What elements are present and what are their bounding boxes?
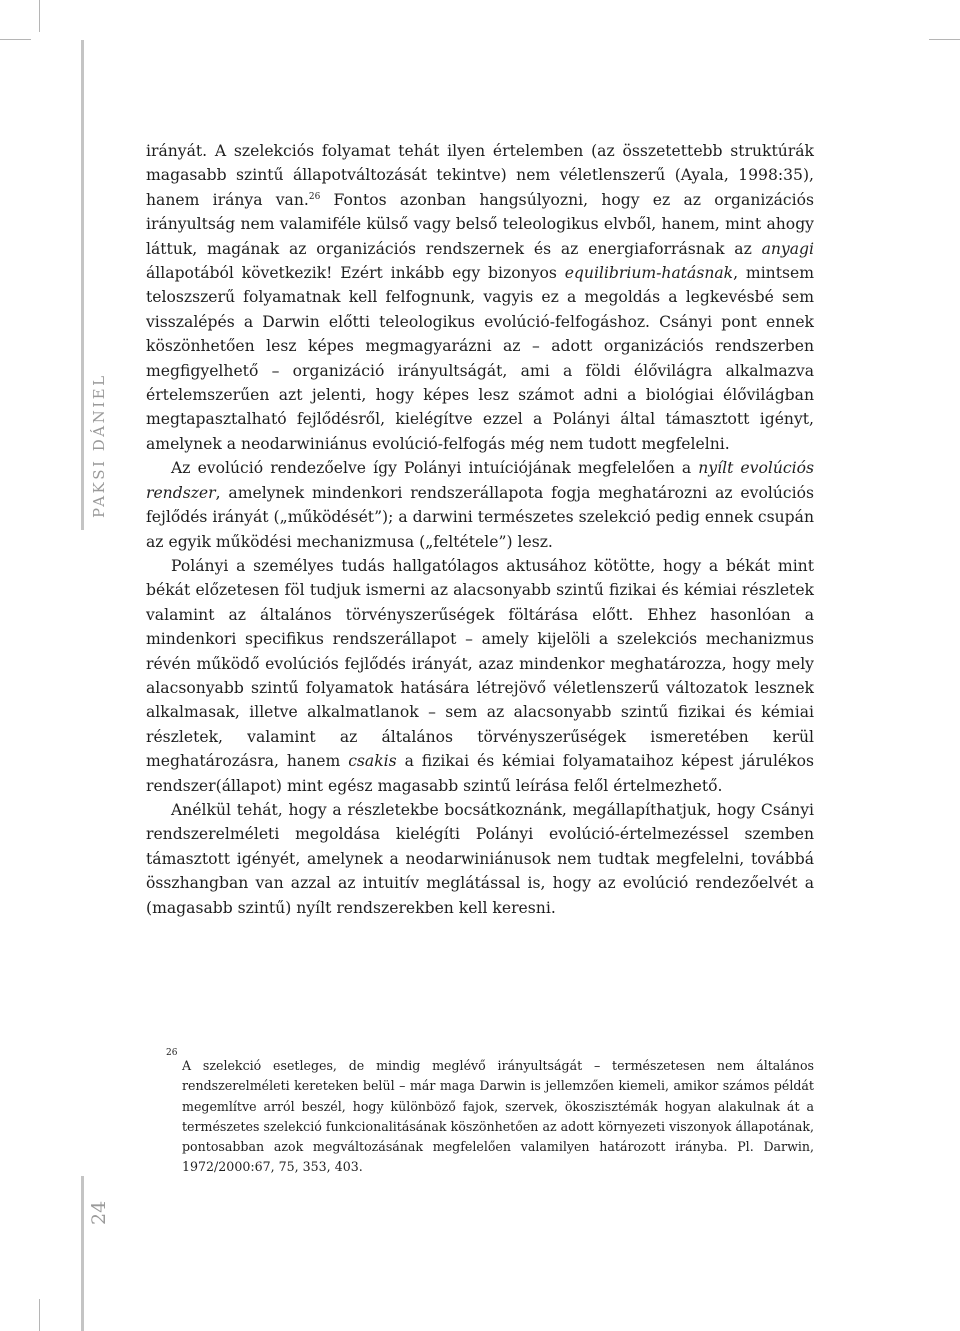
footnote-reference: 26 [308, 191, 321, 202]
italic-term: anyagi [761, 239, 814, 258]
italic-term: csakis [348, 752, 397, 771]
footnote-text: A szelekció esetleges, de mindig meglévő irányultságát – természetesen nem általános rendszerelméleti kereteken belül – már maga Darwin is jellemzően kiemeli, amikor számos példát megemlítve arról beszél, hogy különböző fajok, szervek, ökoszisztémák hogyan alakulnak át a természetes szelekció funkcionalitásának köszönhetően az adott környezeti viszonyok állapotának, pontosabban azok megváltozásának megfelelően valamilyen határozott irányba. Pl. Darwin, 1972/2000:67, 75, 353, 403. [182, 1058, 814, 1175]
crop-mark-top-left-vertical [39, 0, 40, 32]
body-text [146, 139, 814, 920]
crop-mark-bottom-left-vertical [39, 1299, 40, 1331]
paragraph: irányát. A szelekciós folyamat tehát ilyen értelemben (az összetettebb struktúrák magasabb szintű állapotváltozását tekintve) nem véletlenszerű (Ayala, 1998:35), hanem iránya van.$^{26}$ Fontos azonban hangsúlyozni, hogy ez az organizációs irányultság nem valamiféle külső vagy belső teleologikus elvből, hanem, mint ahogy láttuk, magának az organizációs rendszernek és az energiaforrásnak az anyagi állapotából következik! Ezért inkább egy bizonyos equilibrium-hatásnak, mintsem teloszszerű folyamatnak kell felfognunk, vagyis ez a megoldás a legkevésbé sem visszalépés a Darwin előtti teleologikus evolúció-felfogáshoz. Csányi pont ennek köszönhetően lesz képes megmagyarázni az – adott organizációs rendszerben megfigyelhető – organizáció irányultságát, ami a földi élővilágra alkalmazva értelemszerűen azt jelenti, hogy képes lesz számot adni a biológiai élővilágban megtapasztalható fejlődésről, kielégítve ezzel a Polányi által támasztott igényt, amelynek a neodarwiniánus evolúció-felfogás még nem tudott megfelelni. [146, 142, 815, 453]
paragraph: Az evolúció rendezőelve így Polányi intuíciójának megfelelően a nyílt evolúciós rendszer, amelynek mindenkori rendszerállapota fogja meghatározni az evolúciós fejlődés irányát („működését”); a darwini természetes szelekció pedig ennek csupán az egyik működési mechanizmusa („feltétele”) lesz. [146, 459, 815, 551]
italic-term: equilibrium-hatásnak [564, 264, 734, 283]
italic-term: nyílt evolúciós rendszer [146, 459, 815, 502]
footnote: 26 A szelekció esetleges, de mindig meglévő irányultságát – természetesen nem általános rendszerelméleti kereteken belül – már maga Darwin is jellemzően kiemeli, amikor számos példát megemlítve arról beszél, hogy különböző fajok, szervek, ökoszisztémák hogyan alakulnak át a természetes szelekció funkcionalitásának köszönhetően az adott környezeti viszonyok állapotának, pontosabban azok megváltozásának megfelelően valamilyen határozott irányba. Pl. Darwin, 1972/2000:67, 75, 353, 403. [146, 1056, 814, 1178]
crop-mark-top-right-horizontal [929, 39, 960, 40]
paragraph: Anélkül tehát, hogy a részletekbe bocsátkoznánk, megállapíthatjuk, hogy Csányi rendszerelméleti megoldása kielégíti Polányi evolúció-értelmezéssel szemben támasztott igényét, amelynek a neodarwiniánusok nem tudtak megfelelni, továbbá összhangban van azzal az intuitív meglátással is, hogy az evolúció rendezőelvét a (magasabb szintű) nyílt rendszerekben kell keresni. [146, 800, 814, 917]
page-number: 24 [88, 1200, 110, 1226]
paragraph: Polányi a személyes tudás hallgatólagos aktusához kötötte, hogy a békát mint békát előzetesen föl tudjuk ismerni az alacsonyabb szintű fizikai és kémiai részletek valamint az általános törvényszerűségek föltárása előtt. Ehhez hasonlóan a mindenkori specifikus rendszerállapot – amely kijelöli a szelekciós mechanizmus révén működő evolúciós fejlődés irányát, azaz mindenkor meghatározza, hogy mely alacsonyabb szintű folyamatok hatására létrejövő véletlenszerű változatok lesznek alkalmasak, illetve alkalmatlanok – sem az alacsonyabb szintű fizikai és kémiai részletek, valamint az általános törvényszerűségek ismeretében kerül meghatározásra, hanem csakis a fizikai és kémiai folyamataihoz képest járulékos rendszer(állapot) mint egész magasabb szintű leírása felől értelmezhető. [146, 556, 814, 795]
running-head-author: PAKSI DÁNIEL [90, 373, 108, 518]
crop-mark-top-left-horizontal [0, 39, 31, 40]
